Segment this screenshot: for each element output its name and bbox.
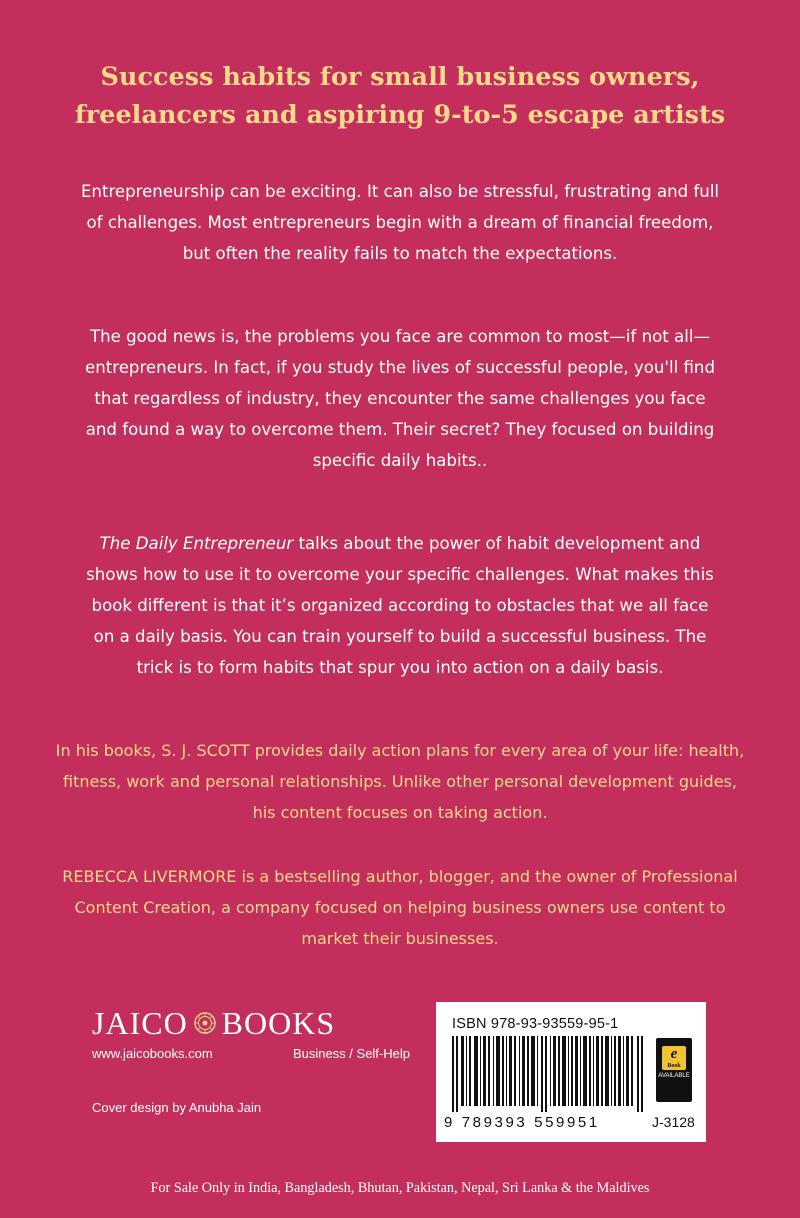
book-title: The Daily Entrepreneur [99, 534, 294, 553]
product-code: J-3128 [652, 1114, 695, 1130]
sale-territory-notice: For Sale Only in India, Bangladesh, Bhutan, Pakistan, Nepal, Sri Lanka & the Maldives [150, 1180, 650, 1196]
blurb-paragraph-3 [80, 528, 720, 683]
publisher-name-right: BOOKS [221, 1005, 336, 1041]
publisher-website: www.jaicobooks.com [92, 1046, 213, 1061]
isbn-label: ISBN 978-93-93559-95-1 [452, 1016, 619, 1032]
blurb-paragraph-2: The good news is, the problems you face are common to most—if not all—entrepreneurs. In fact, if you study the lives of successful people, you'll find that regardless of industry, they encounter the same challenges you face and found a way to overcome them. Their secret? They focused on building specific daily habits.. [85, 327, 715, 470]
publisher-block [92, 1003, 422, 1061]
cover-designer-credit: Cover design by Anubha Jain [92, 1100, 262, 1115]
barcode-icon [452, 1036, 648, 1112]
tagline-heading [40, 58, 760, 134]
ebook-word: Book [667, 1063, 681, 1069]
blurb-paragraph-1: Entrepreneurship can be exciting. It can also be stressful, frustrating and full of challenges. Most entrepreneurs begin with a dream of financial freedom, but often the reality fails to match the expectations. [80, 182, 720, 263]
tagline-line-2: freelancers and aspiring 9-to-5 escape artists [74, 100, 726, 130]
publisher-name-left: JAICO [92, 1005, 188, 1041]
blurb-paragraph-3-text: talks about the power of habit development and shows how to use it to overcome your specific challenges. What makes this book different is that it’s organized according to obstacles that we all face on a daily basis. You can train yourself to build a successful business. The trick is to form habits that spur you into action on a daily basis. [86, 534, 714, 677]
sun-emblem-icon [194, 1012, 216, 1034]
tagline-line-1: Success habits for small business owners, [100, 62, 700, 92]
publisher-logo [92, 1003, 422, 1043]
author-bio-livermore: REBECCA LIVERMORE is a bestselling author, blogger, and the owner of Professional Content Creation, a company focused on helping business owners use content to market their businesses. [62, 867, 738, 948]
barcode-digits: 9 789393 559951 [444, 1114, 600, 1131]
isbn-barcode-panel [436, 1002, 706, 1142]
ebook-available-label: AVAILABLE [658, 1073, 690, 1079]
author-bio-scott: In his books, S. J. SCOTT provides daily action plans for every area of your life: health, fitness, work and personal relationships. Unlike other personal development guides, his content focuses on taking action. [55, 741, 745, 822]
book-category: Business / Self-Help [292, 1046, 410, 1061]
ebook-icon [662, 1046, 686, 1070]
publisher-info-row [92, 1046, 410, 1061]
ebook-available-badge [656, 1038, 692, 1102]
ebook-letter: e [670, 1046, 678, 1062]
